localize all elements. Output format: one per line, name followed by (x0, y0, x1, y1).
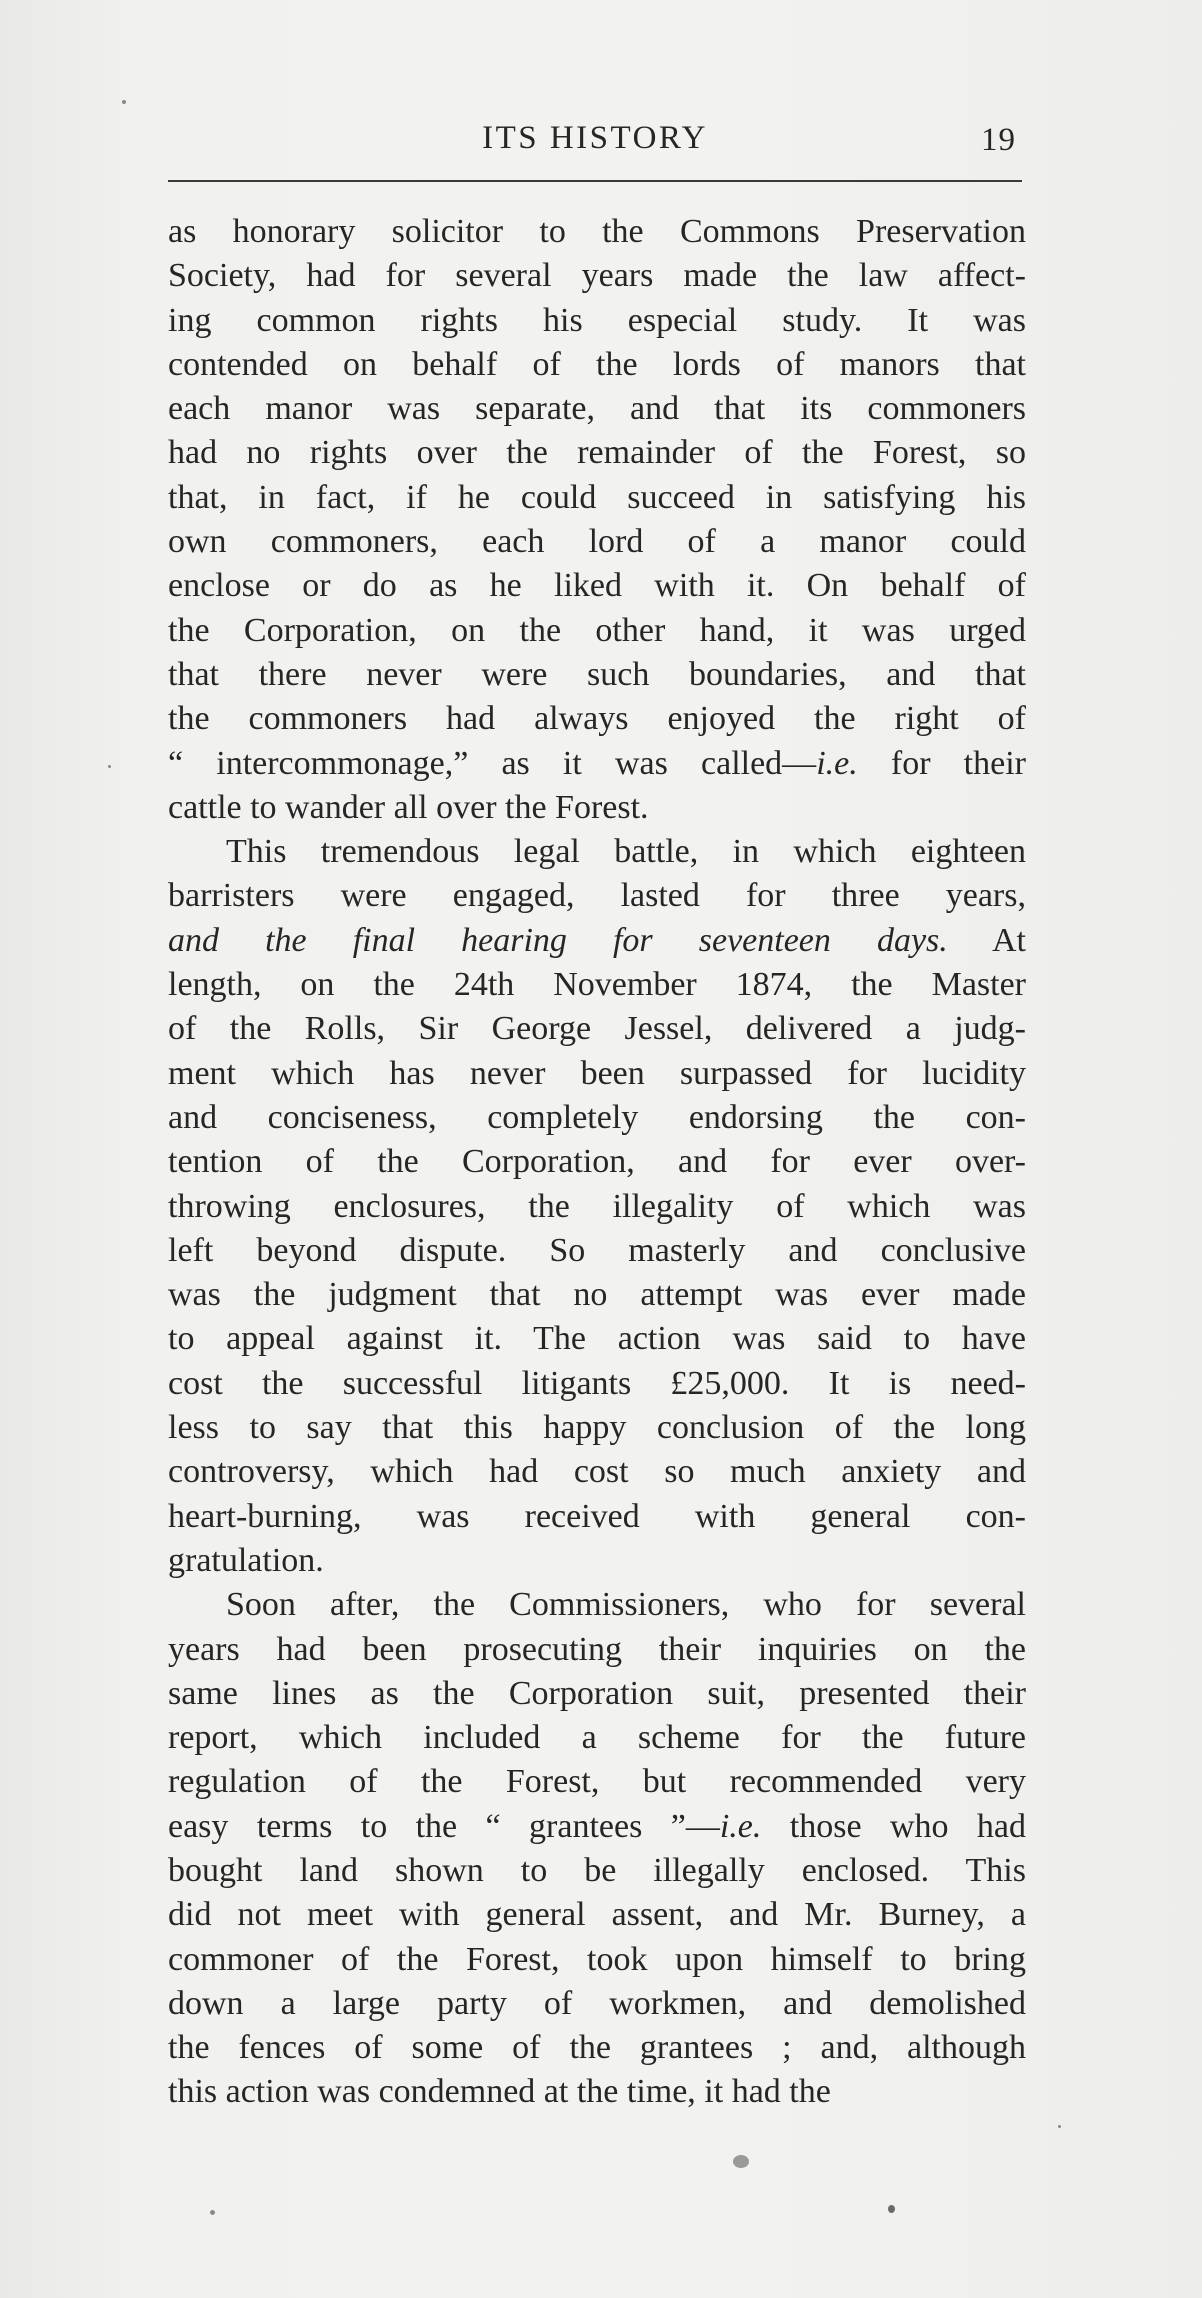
text-line: heart-burning, was received with general con- (168, 1497, 1026, 1535)
body-text (168, 210, 1026, 2115)
paper-speck (1058, 2125, 1061, 2128)
text-line: regulation of the Forest, but recommended very (168, 1763, 1026, 1801)
text-line: same lines as the Corporation suit, presented their (168, 1674, 1026, 1712)
text-line: and conciseness, completely endorsing the con- (168, 1098, 1026, 1136)
text-line: ment which has never been surpassed for lucidity (168, 1054, 1026, 1092)
ink-smudge (733, 2155, 749, 2168)
text-line: years had been prosecuting their inquiries on the (168, 1630, 1026, 1668)
header-rule (168, 180, 1022, 182)
text-line: throwing enclosures, the illegality of which was (168, 1187, 1026, 1225)
paragraph (168, 210, 1026, 830)
text-line: contended on behalf of the lords of manors that (168, 345, 1026, 383)
text-line: length, on the 24th November 1874, the Master (168, 966, 1026, 1004)
text-line: commoner of the Forest, took upon himself to bring (168, 1940, 1026, 1978)
text-line: tention of the Corporation, and for ever over- (168, 1143, 1026, 1181)
text-line: that, in fact, if he could succeed in satisfying his (168, 478, 1026, 516)
text-line: of the Rolls, Sir George Jessel, delivered a judg- (168, 1010, 1026, 1048)
running-title: ITS HISTORY (482, 120, 708, 156)
text-line: down a large party of workmen, and demolished (168, 1984, 1026, 2022)
text-line: This tremendous legal battle, in which eighteen (226, 833, 1026, 871)
text-line: cost the successful litigants £25,000. It is need- (168, 1364, 1026, 1402)
text-line: had no rights over the remainder of the Forest, so (168, 434, 1026, 472)
text-line: barristers were engaged, lasted for three years, (168, 877, 1026, 915)
text-line: cattle to wander all over the Forest. (168, 788, 649, 826)
text-line: controversy, which had cost so much anxiety and (168, 1453, 1026, 1491)
running-head (168, 112, 1022, 164)
text-line: the fences of some of the grantees ; and, although (168, 2029, 1026, 2067)
text-line: easy terms to the “ grantees ”—i.e. those who had (168, 1807, 1027, 1845)
page-number: 19 (981, 122, 1016, 158)
text-line: enclose or do as he liked with it. On behalf of (168, 567, 1026, 605)
text-line: less to say that this happy conclusion of the long (168, 1409, 1026, 1447)
text-line: this action was condemned at the time, it had the (168, 2073, 831, 2111)
paragraph (168, 830, 1026, 1583)
text-line: as honorary solicitor to the Commons Preservation (168, 213, 1026, 250)
text-line: Society, had for several years made the law affect- (168, 257, 1026, 295)
paper-speck (122, 100, 126, 104)
text-line: ing common rights his especial study. It was (168, 301, 1026, 339)
text-line: Soon after, the Commissioners, who for several (226, 1586, 1026, 1624)
paragraph (168, 1583, 1026, 2115)
text-line: the commoners had always enjoyed the right of (168, 700, 1026, 738)
text-line: bought land shown to be illegally enclosed. This (168, 1851, 1026, 1889)
text-line: did not meet with general assent, and Mr. Burney, a (168, 1896, 1026, 1934)
text-line: own commoners, each lord of a manor could (168, 523, 1026, 561)
paper-speck (210, 2210, 215, 2215)
paper-speck (888, 2205, 895, 2213)
text-line: each manor was separate, and that its commoners (168, 390, 1026, 428)
text-line: the Corporation, on the other hand, it was urged (168, 611, 1026, 649)
text-line: left beyond dispute. So masterly and conclusive (168, 1231, 1026, 1269)
text-line: and the final hearing for seventeen days. At (168, 921, 1027, 959)
text-line: that there never were such boundaries, and that (168, 655, 1026, 693)
paper-speck (108, 765, 111, 768)
text-line: report, which included a scheme for the future (168, 1719, 1026, 1757)
text-line: was the judgment that no attempt was ever made (168, 1276, 1026, 1314)
text-line: to appeal against it. The action was said to have (168, 1320, 1026, 1358)
text-line: gratulation. (168, 1541, 324, 1579)
text-line: “ intercommonage,” as it was called—i.e. for their (168, 744, 1026, 782)
